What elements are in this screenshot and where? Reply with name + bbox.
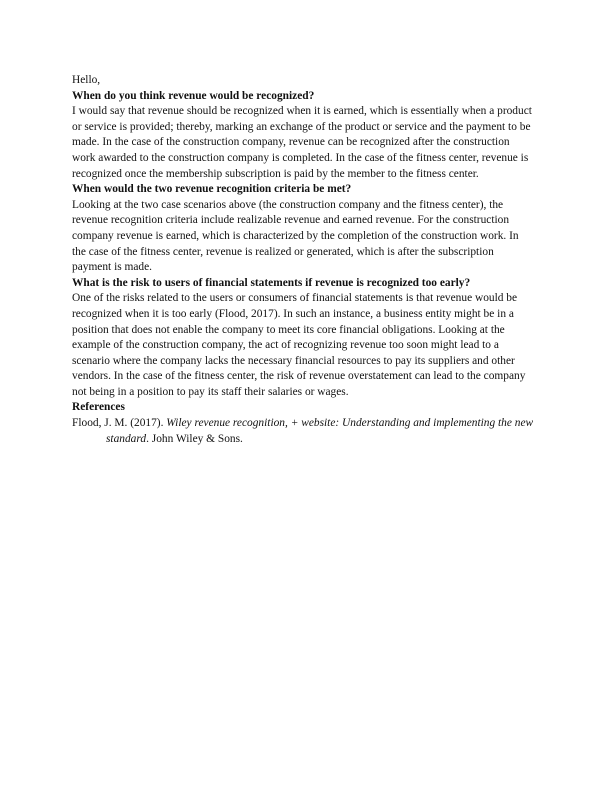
reference-entry xyxy=(72,416,534,447)
section-heading-recognition: When do you think revenue would be recognized? xyxy=(72,89,315,102)
section-body-recognition: I would say that revenue should be recognized when it is earned, which is essentially when a product or service is provided; thereby, marking an exchange of the product or service and the payment to be made. In the case of the construction company, revenue can be recognized after the construction work awarded to the construction company is completed. In the case of the fitness center, revenue is recognized once the membership subscription is paid by the member to the fitness center. xyxy=(72,105,532,180)
section-heading-criteria: When would the two revenue recognition criteria be met? xyxy=(72,183,352,196)
reference-title: Wiley revenue recognition, + website: Understanding and implementing the new standard xyxy=(106,417,534,445)
document-page xyxy=(72,73,534,447)
reference-publisher: . John Wiley & Sons. xyxy=(146,432,243,445)
section-heading-risk: What is the risk to users of financial statements if revenue is recognized too early? xyxy=(72,276,471,289)
references-heading: References xyxy=(72,401,125,414)
reference-authors: Flood, J. M. (2017). xyxy=(72,417,167,430)
section-body-risk: One of the risks related to the users or consumers of financial statements is that revenue would be recognized when it is too early (Flood, 2017). In such an instance, a business entity might be in a position that does not enable the company to meet its core financial obligations. Looking at the example of the construction company, the act of recognizing revenue too soon might lead to a scenario where the company lacks the necessary financial resources to pay its suppliers and other vendors. In the case of the fitness center, the risk of revenue overstatement can lead to the company not being in a position to pay its staff their salaries or wages. xyxy=(72,292,526,398)
greeting: Hello, xyxy=(72,74,101,86)
section-body-criteria: Looking at the two case scenarios above (the construction company and the fitness center), the revenue recognition criteria include realizable revenue and earned revenue. For the construction company revenue is earned, which is characterized by the completion of the construction work. In the case of the fitness center, revenue is realized or generated, which is after the subscription payment is made. xyxy=(72,198,519,274)
